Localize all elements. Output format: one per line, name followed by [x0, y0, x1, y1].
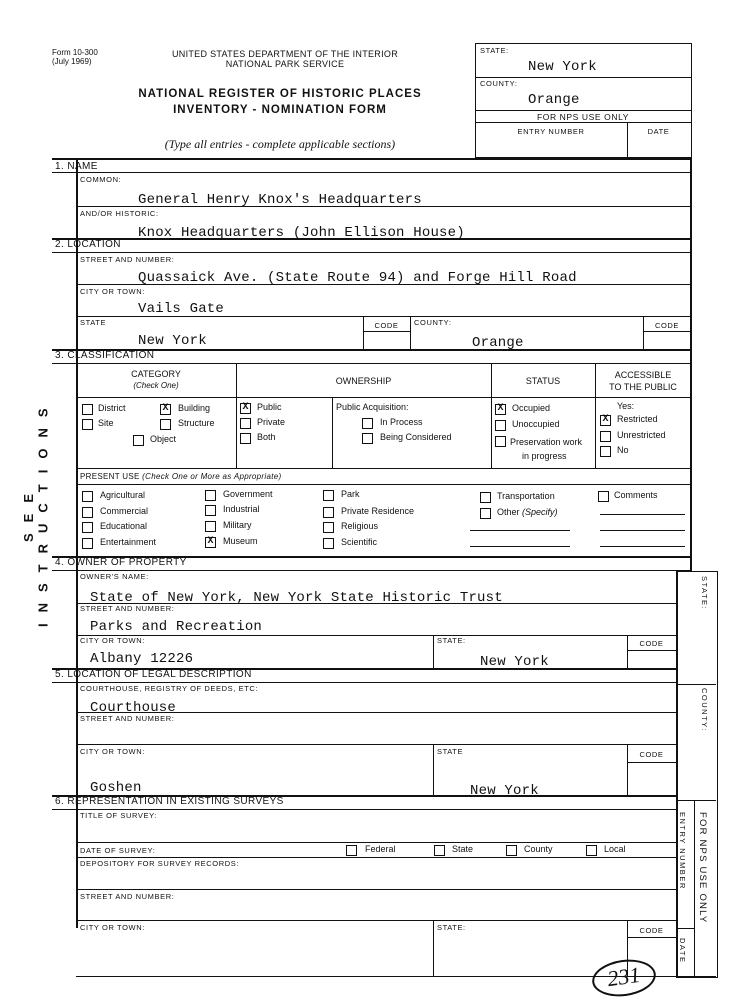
legal-street-label: STREET AND NUMBER:	[80, 714, 175, 723]
section6-title: 6. REPRESENTATION IN EXISTING SURVEYS	[55, 796, 284, 807]
public-acquisition-label: Public Acquisition:	[336, 402, 409, 412]
district-checkbox[interactable]	[82, 404, 93, 415]
commercial-label: Commercial	[100, 506, 149, 516]
entertainment-checkbox[interactable]	[82, 538, 93, 549]
transportation-label: Transportation	[497, 491, 555, 501]
strip-state-label: STATE:	[700, 576, 709, 611]
military-checkbox[interactable]	[205, 521, 216, 532]
historic-label: AND/OR HISTORIC:	[80, 209, 159, 218]
status-header: STATUS	[525, 376, 561, 386]
religious-label: Religious	[341, 521, 379, 531]
location-street: Quassaick Ave. (State Route 94) and Forge Hill Road	[138, 270, 577, 286]
form-title: NATIONAL REGISTER OF HISTORIC PLACES INVENTORY - NOMINATION FORM	[138, 88, 422, 116]
courthouse-label: COURTHOUSE, REGISTRY OF DEEDS, ETC:	[80, 684, 259, 693]
nps-use-only: FOR NPS USE ONLY	[536, 112, 630, 122]
depository-label: DEPOSITORY FOR SURVEY RECORDS:	[80, 859, 240, 868]
legal-state-label: STATE	[437, 747, 464, 756]
location-county: Orange	[472, 335, 524, 351]
occupied-checkbox[interactable]: X	[495, 404, 506, 415]
government-checkbox[interactable]	[205, 490, 216, 501]
district-label: District	[98, 403, 126, 413]
no-checkbox[interactable]	[600, 446, 611, 457]
present-use-label: PRESENT USE (Check One or More as Appropriate)	[80, 472, 282, 481]
both-label: Both	[257, 432, 276, 442]
unrestricted-checkbox[interactable]	[600, 431, 611, 442]
owner-label: OWNER'S NAME:	[80, 572, 149, 581]
survey-code-label: CODE	[639, 926, 664, 935]
building-checkbox[interactable]: X	[160, 404, 171, 415]
scientific-checkbox[interactable]	[323, 538, 334, 549]
local-label: Local	[604, 844, 626, 854]
category-header: CATEGORY (Check One)	[131, 369, 181, 390]
owner-name: State of New York, New York State Historic Trust	[90, 590, 503, 606]
agricultural-checkbox[interactable]	[82, 491, 93, 502]
strip-county-label: COUNTY:	[700, 688, 709, 732]
date-label: DATE	[647, 127, 670, 136]
museum-checkbox[interactable]: X	[205, 537, 216, 548]
transportation-checkbox[interactable]	[480, 492, 491, 503]
type-instructions: (Type all entries - complete applicable sections)	[164, 137, 396, 151]
owner-street: Parks and Recreation	[90, 619, 263, 635]
unrestricted-label: Unrestricted	[617, 430, 666, 440]
survey-title-label: TITLE OF SURVEY:	[80, 811, 157, 820]
private-label: Private	[257, 417, 286, 427]
religious-checkbox[interactable]	[323, 522, 334, 533]
ownership-header: OWNERSHIP	[335, 376, 392, 386]
site-label: Site	[98, 418, 114, 428]
park-checkbox[interactable]	[323, 490, 334, 501]
federal-checkbox[interactable]	[346, 845, 357, 856]
survey-county-checkbox[interactable]	[506, 845, 517, 856]
location-city: Vails Gate	[138, 301, 225, 317]
local-checkbox[interactable]	[586, 845, 597, 856]
comments-label: Comments	[614, 490, 658, 500]
both-checkbox[interactable]	[240, 433, 251, 444]
historic-name: Knox Headquarters (John Ellison House)	[138, 225, 465, 241]
common-label: COMMON:	[80, 175, 122, 184]
private-checkbox[interactable]	[240, 418, 251, 429]
entertainment-label: Entertainment	[100, 537, 157, 547]
industrial-label: Industrial	[223, 504, 260, 514]
city-label: CITY OR TOWN:	[80, 287, 145, 296]
private-residence-checkbox[interactable]	[323, 507, 334, 518]
structure-label: Structure	[178, 418, 215, 428]
in-process-label: In Process	[380, 417, 423, 427]
museum-label: Museum	[223, 536, 258, 546]
public-label: Public	[257, 402, 282, 412]
entry-number-label: ENTRY NUMBER	[517, 127, 585, 136]
state-value: New York	[528, 59, 597, 75]
restricted-label: Restricted	[617, 414, 658, 424]
section4-title: 4. OWNER OF PROPERTY	[55, 557, 187, 568]
legal-city: Goshen	[90, 780, 142, 796]
owner-street-label: STREET AND NUMBER:	[80, 604, 175, 613]
survey-date-label: DATE OF SURVEY:	[80, 846, 156, 855]
state-label: STATE:	[480, 46, 509, 55]
occupied-label: Occupied	[512, 403, 551, 413]
educational-label: Educational	[100, 521, 148, 531]
private-residence-label: Private Residence	[341, 506, 415, 516]
location-state: New York	[138, 333, 207, 349]
owner-state: New York	[480, 654, 549, 670]
yes-label: Yes:	[617, 401, 635, 411]
owner-state-label: STATE:	[437, 636, 466, 645]
preservation-checkbox[interactable]	[495, 436, 506, 447]
structure-checkbox[interactable]	[160, 419, 171, 430]
strip-entry-number-label: ENTRY NUMBER	[678, 812, 687, 890]
survey-state-checkbox[interactable]	[434, 845, 445, 856]
strip-date-label: DATE	[678, 938, 687, 964]
page-number: 231	[590, 956, 658, 1000]
public-checkbox[interactable]: X	[240, 403, 251, 414]
federal-label: Federal	[365, 844, 396, 854]
government-label: Government	[223, 489, 273, 499]
unoccupied-checkbox[interactable]	[495, 420, 506, 431]
courthouse-value: Courthouse	[90, 700, 177, 716]
object-label: Object	[150, 434, 177, 444]
owner-code-label: CODE	[639, 639, 664, 648]
street-label: STREET AND NUMBER:	[80, 255, 175, 264]
form-number: Form 10-300 (July 1969)	[52, 48, 98, 66]
section5-title: 5. LOCATION OF LEGAL DESCRIPTION	[55, 669, 252, 680]
see-instructions-sidebar: SEE INSTRUCTIONS	[21, 397, 51, 627]
agricultural-label: Agricultural	[100, 490, 146, 500]
park-label: Park	[341, 489, 360, 499]
being-considered-checkbox[interactable]	[362, 433, 373, 444]
survey-street-label: STREET AND NUMBER:	[80, 892, 175, 901]
survey-state-field-label: STATE:	[437, 923, 466, 932]
commercial-checkbox[interactable]	[82, 507, 93, 518]
no-label: No	[617, 445, 629, 455]
scientific-label: Scientific	[341, 537, 378, 547]
restricted-checkbox[interactable]: X	[600, 415, 611, 426]
being-considered-label: Being Considered	[380, 432, 452, 442]
code-label-2: CODE	[654, 321, 680, 330]
industrial-checkbox[interactable]	[205, 505, 216, 516]
in-process-checkbox[interactable]	[362, 418, 373, 429]
county-value: Orange	[528, 92, 580, 108]
object-checkbox[interactable]	[133, 435, 144, 446]
other-label: Other (Specify)	[497, 507, 558, 517]
agency-name: UNITED STATES DEPARTMENT OF THE INTERIOR NATIONAL PARK SERVICE	[171, 49, 399, 69]
military-label: Military	[223, 520, 252, 530]
survey-state-label: State	[452, 844, 474, 854]
county-label: COUNTY:	[480, 79, 518, 88]
state-label-2: STATE	[80, 318, 107, 327]
site-checkbox[interactable]	[82, 419, 93, 430]
owner-city: Albany 12226	[90, 651, 194, 667]
legal-state: New York	[470, 783, 539, 799]
owner-city-label: CITY OR TOWN:	[80, 636, 145, 645]
legal-code-label: CODE	[639, 750, 664, 759]
survey-county-label: County	[524, 844, 553, 854]
legal-city-label: CITY OR TOWN:	[80, 747, 145, 756]
other-checkbox[interactable]	[480, 508, 491, 519]
common-name: General Henry Knox's Headquarters	[138, 192, 422, 208]
unoccupied-label: Unoccupied	[512, 419, 560, 429]
educational-checkbox[interactable]	[82, 522, 93, 533]
accessible-header: ACCESSIBLE TO THE PUBLIC	[609, 370, 677, 392]
strip-nps-only-label: FOR NPS USE ONLY	[697, 812, 708, 924]
code-label: CODE	[374, 321, 399, 330]
comments-checkbox[interactable]	[598, 491, 609, 502]
section2-title: 2. LOCATION	[55, 239, 121, 250]
preservation-label: Preservation work in progress	[510, 437, 583, 461]
county-label-2: COUNTY:	[414, 318, 452, 327]
section1-title: 1. NAME	[55, 161, 98, 172]
section3-title: 3. CLASSIFICATION	[55, 350, 155, 361]
survey-city-label: CITY OR TOWN:	[80, 923, 145, 932]
building-label: Building	[178, 403, 211, 413]
